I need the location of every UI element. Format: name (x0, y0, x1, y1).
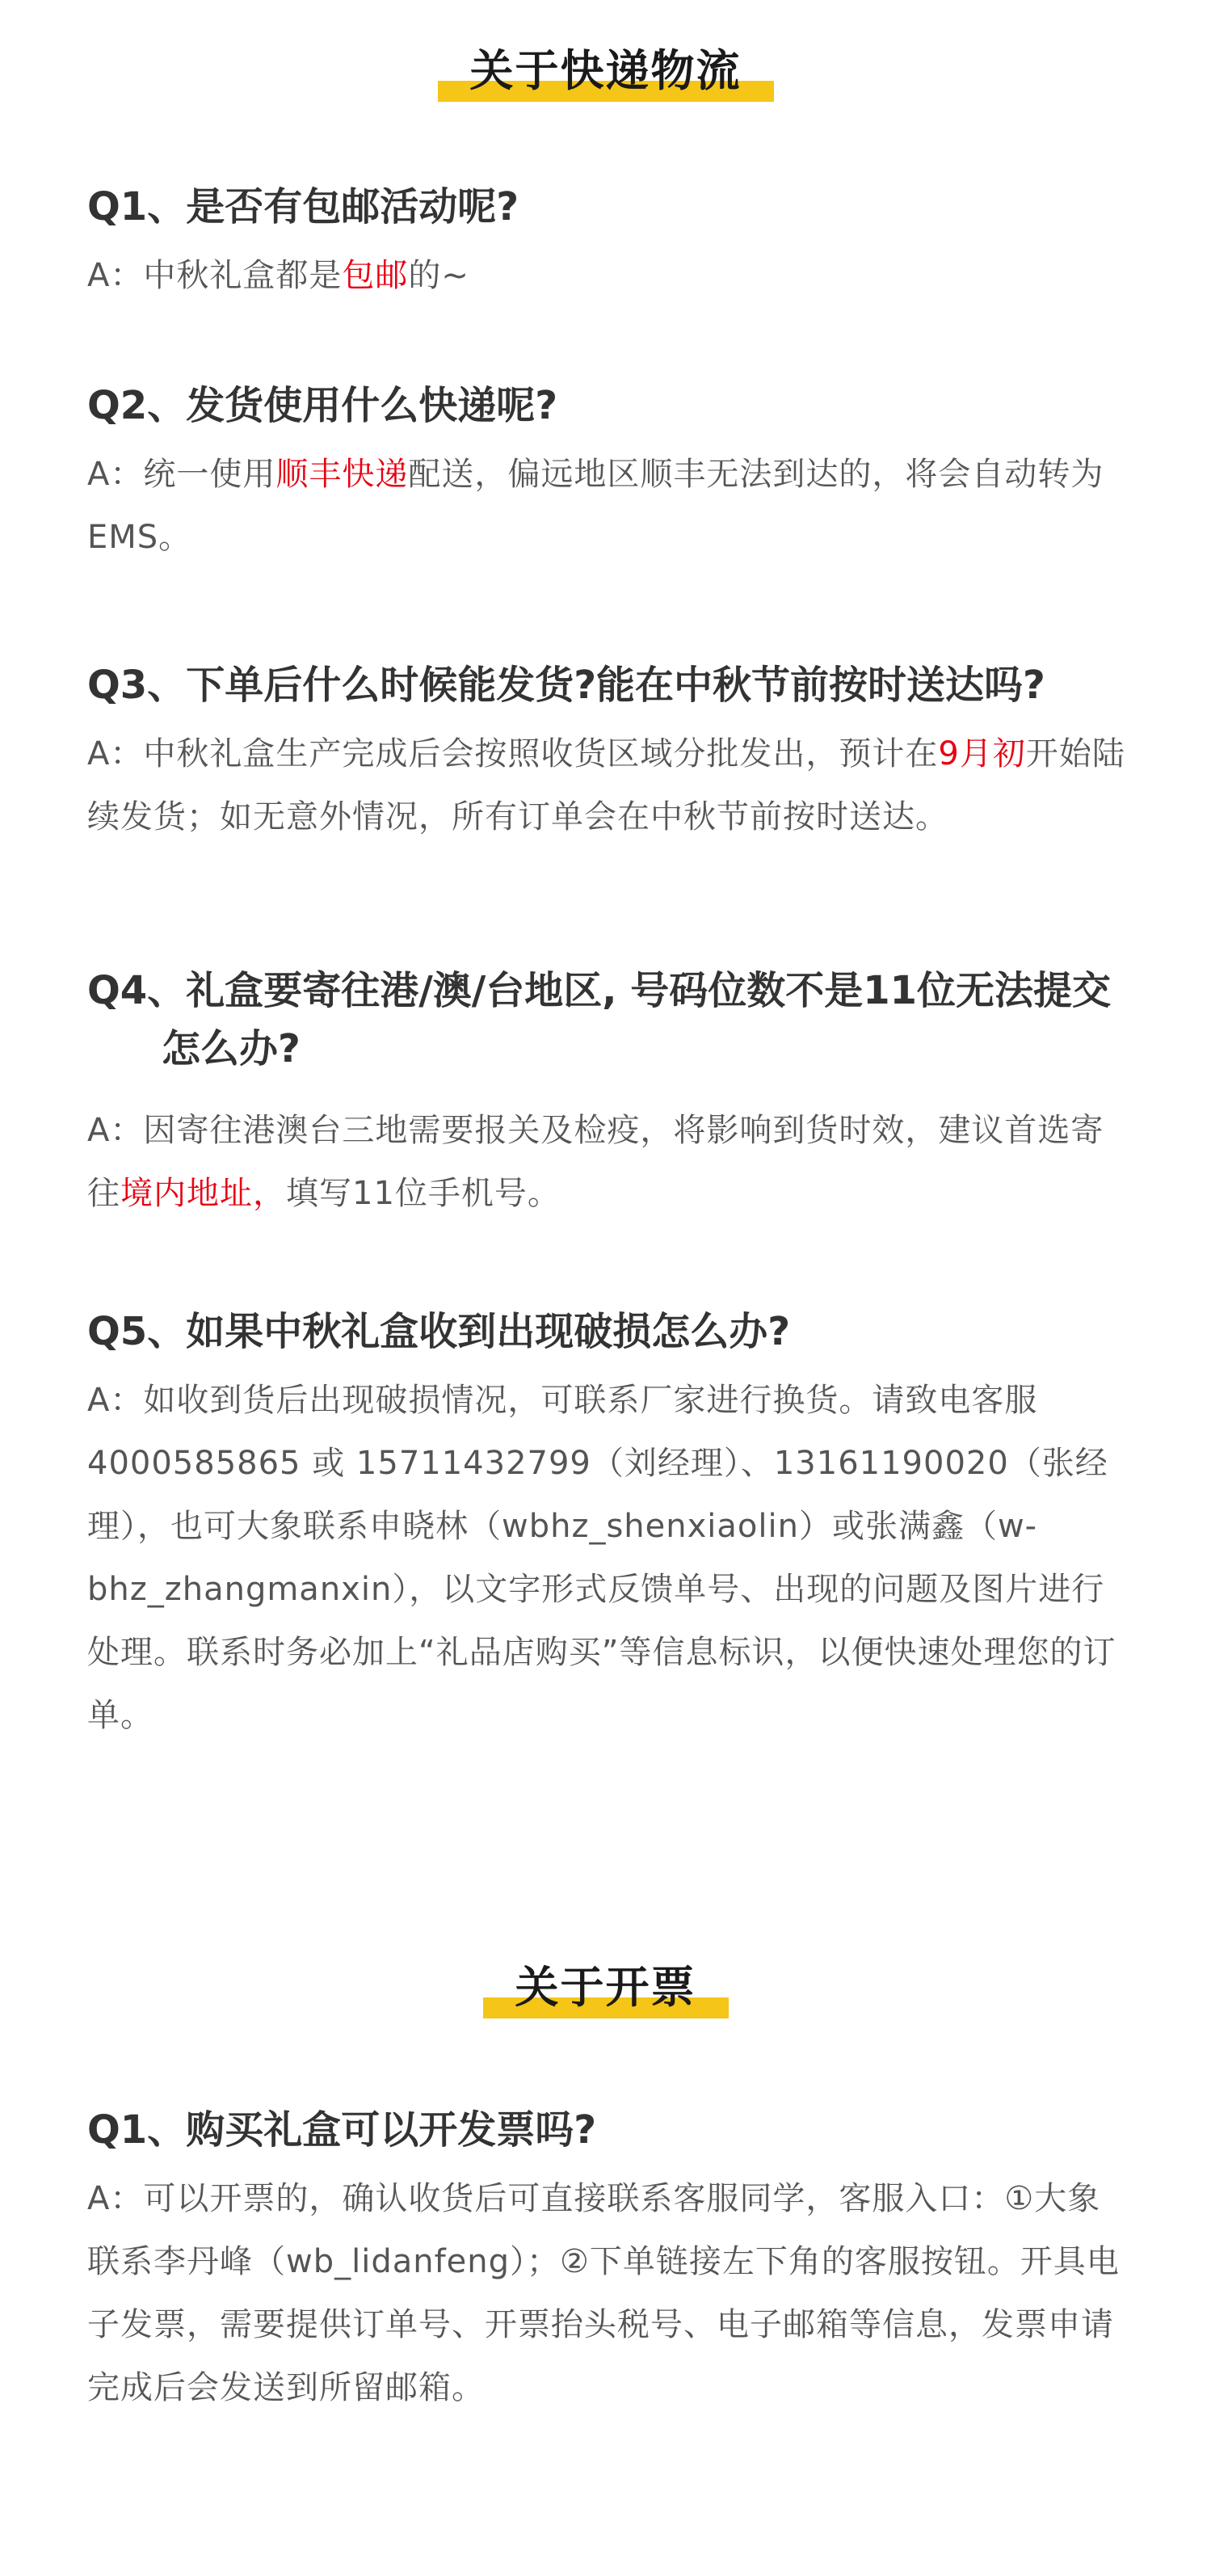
section-title-wrap (454, 39, 758, 103)
faq-answer (87, 1099, 1129, 1225)
faq-answer (87, 244, 1129, 307)
answer-highlight: 境内地址， (120, 1175, 286, 1212)
faq-answer (87, 1369, 1129, 1747)
faq-item (87, 656, 1129, 848)
faq-answer (87, 722, 1129, 848)
section-title-text: 关于开票 (515, 1962, 696, 2013)
section-title-text: 关于快递物流 (469, 45, 742, 96)
faq-item (87, 2101, 1129, 2419)
faq-item (87, 962, 1129, 1225)
faq-question: Q2、发货使用什么快递呢? (87, 383, 558, 428)
faq-question: Q3、下单后什么时候能发货?能在中秋节前按时送达吗? (87, 663, 1045, 708)
faq-item (87, 178, 1129, 307)
answer-text: A：如收到货后出现破损情况，可联系厂家进行换货。请致电客服4000585865 或 15711432799（刘经理）、13161190020（张经理），也可大象联系申晓林（wbhz_shenxiaolin）或张满鑫（w-bhz_zhangmanxin），以文字形式反馈单号、出现的问题及图片进行处理。联系时务必加上“礼品店购买”等信息标识，以便快速处理您的订单。 (87, 1382, 1116, 1734)
answer-highlight: 包邮 (342, 257, 409, 294)
answer-text: 开始陆续发货；如无意外情况，所有订单会在中秋节前按时送达。 (87, 735, 1125, 836)
answer-text: 填写11位手机号。 (286, 1175, 561, 1212)
section-title-invoice (0, 1955, 1211, 2020)
answer-text: A：中秋礼盒生产完成后会按照收货区域分批发出，预计在 (87, 735, 939, 772)
faq-question: Q1、是否有包邮活动呢? (87, 184, 519, 229)
faq-item (87, 1303, 1129, 1747)
answer-text: A：中秋礼盒都是 (87, 257, 343, 294)
answer-text: 配送，偏远地区顺丰无法到达的，将会自动转为EMS。 (87, 456, 1104, 556)
faq-item (87, 377, 1129, 569)
section-title-wrap (499, 1955, 713, 2020)
faq-answer (87, 2167, 1129, 2419)
faq-question: Q5、如果中秋礼盒收到出现破损怎么办? (87, 1309, 791, 1354)
answer-text: 的~ (408, 257, 469, 294)
section-title-shipping (0, 39, 1211, 103)
faq-question: Q1、购买礼盒可以开发票吗? (87, 2107, 597, 2153)
faq-answer (87, 443, 1129, 569)
answer-highlight: 9月初 (938, 735, 1026, 772)
answer-text: A：因寄往港澳台三地需要报关及检疫，将影响到货时效，建议首选寄往 (87, 1112, 1104, 1212)
answer-text: A：统一使用 (87, 456, 276, 493)
answer-highlight: 顺丰快递 (275, 456, 409, 493)
faq-question: Q4、礼盒要寄往港/澳/台地区, 号码位数不是11位无法提交怎么办? (87, 968, 1112, 1071)
answer-text: A：可以开票的，确认收货后可直接联系客服同学，客服入口：①大象联系李丹峰（wb_lidanfeng）；②下单链接左下角的客服按钮。开具电子发票，需要提供订单号、开票抬头税号、电子邮箱等信息，发票申请完成后会发送到所留邮箱。 (87, 2180, 1120, 2406)
